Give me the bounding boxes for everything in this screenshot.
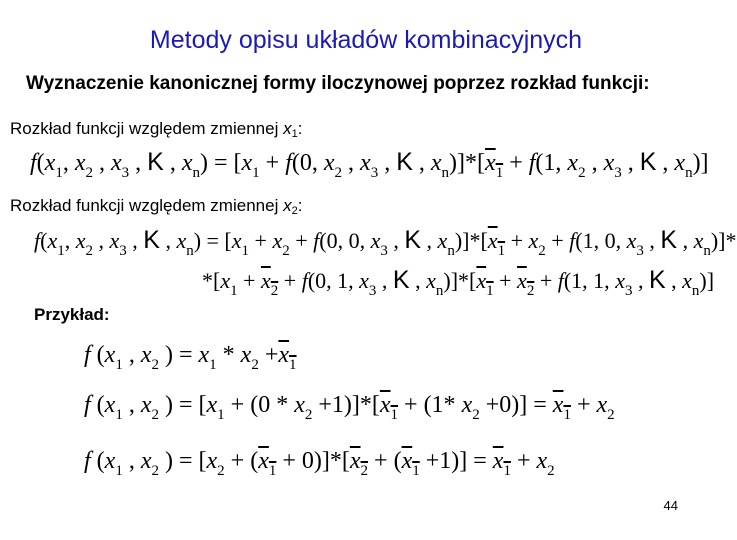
formula-decomposition-x2-line1: $f(x_1$, $x_2$ , $x_3$ , K , $x_n) = [x_1 + x_2 + f(0$, 0, $x_3$ , K , $x_n)]*[x_1 + x_2 + f(1$, 0, $x_3$ , K , $x_n)]*$ bbox=[34, 226, 737, 259]
label-variable-index: 1 bbox=[291, 128, 298, 140]
example-formula-1: f ($x_1$ , $x_2$ ) = $x_1 * x_2 +x_1$ bbox=[84, 342, 297, 373]
slide-subtitle: Wyznaczenie kanonicznej formy iloczynowej poprzez rozkład funkcji: bbox=[26, 73, 650, 94]
label-decomposition-x1 bbox=[10, 119, 302, 139]
formula-decomposition-x2-line2: $*[x_1 + x_2 + f(0$, 1, $x_3$ , K , $x_n)]*[x_1 + x_2 + f(1$, 1, $x_3$ , K , $x_n$)] bbox=[202, 266, 715, 299]
label-decomposition-x2 bbox=[10, 196, 302, 216]
slide-title: Metody opisu układów kombinacyjnych bbox=[149, 26, 583, 54]
example-formula-3: f ($x_1$ , $x_2$ ) = $[x_2 + (x_1 + 0)]*[x_2 + (x_1 +1)] = x_1 + x_2$ bbox=[84, 448, 555, 479]
label-text: Rozkład funkcji względem zmiennej bbox=[10, 196, 284, 215]
label-variable-index: 2 bbox=[291, 205, 298, 217]
formula-decomposition-x1: $f(x_1$, $x_2$ , $x_3$ , K , $x_n) = [x_1 + f(0$, $x_2$ , $x_3$ , K , $x_n)]*[x_1 + f(1$, $x_2$ , $x_3$ , K , $x_n$)] bbox=[30, 148, 709, 181]
example-label: Przykład: bbox=[34, 305, 110, 324]
label-colon: : bbox=[297, 119, 303, 138]
label-text: Rozkład funkcji względem zmiennej bbox=[10, 119, 284, 138]
label-variable: x bbox=[283, 196, 292, 215]
example-formula-2: f ($x_1$ , $x_2$ ) = $[x_1 + (0 * x_2 +1)]*[x_1 + (1*$ $x_2 +0)] = x_1 + x_2$ bbox=[84, 392, 615, 423]
label-colon: : bbox=[297, 196, 303, 215]
page-number: 44 bbox=[663, 498, 678, 513]
label-variable: x bbox=[283, 119, 292, 138]
